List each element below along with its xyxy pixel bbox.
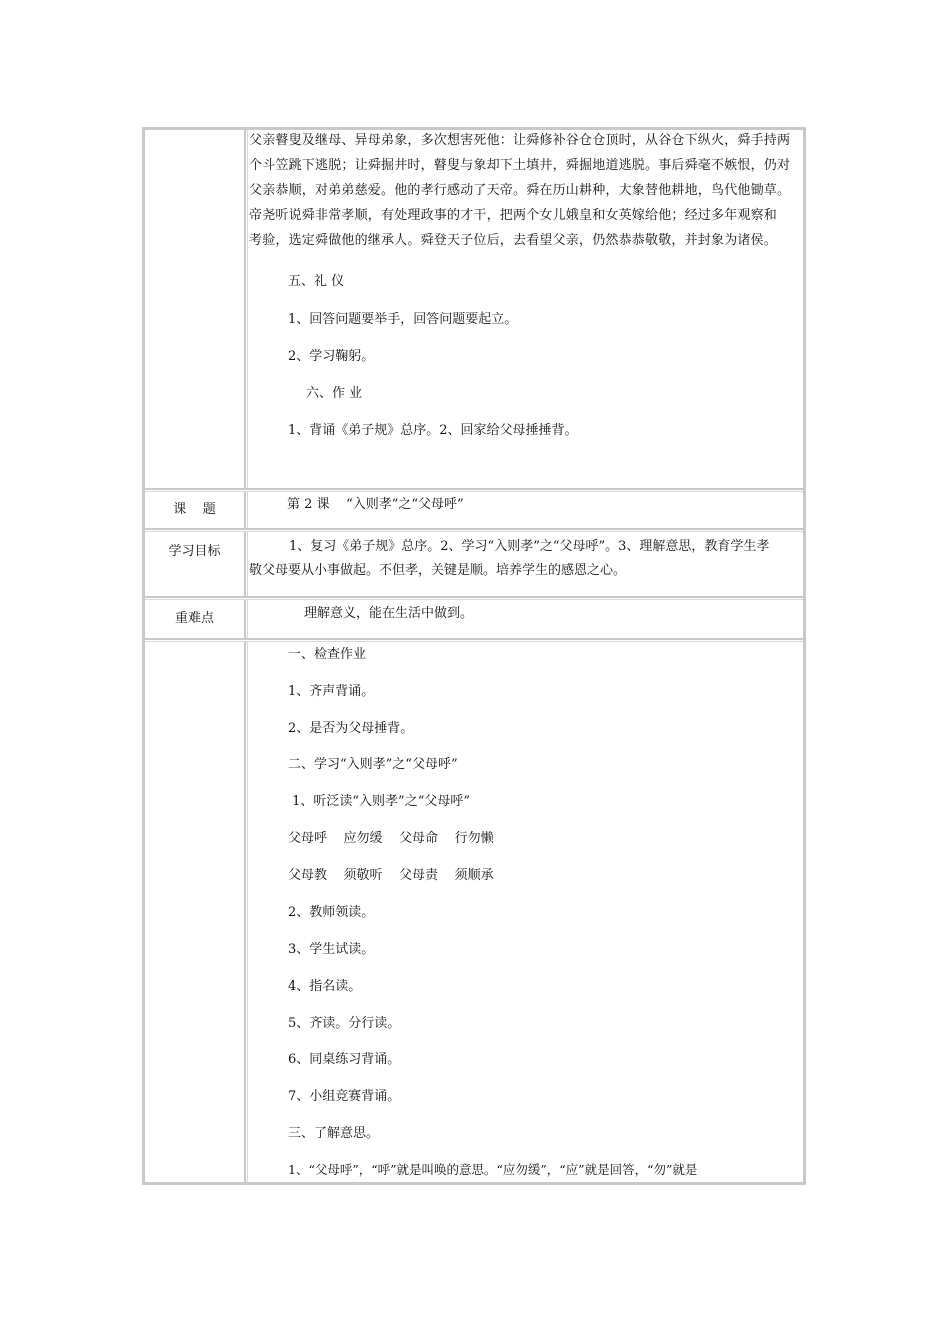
lesson-title-label: 课 题 [173,502,216,517]
process-line: 5、齐读。分行读。 [288,1016,401,1031]
story-row [145,130,803,488]
process-line: 2、教师领读。 [288,905,375,920]
section5-item1: 1、回答问题要举手，回答问题要起立。 [288,312,518,327]
verse-line: 父母呼 应勿缓 父母命 行勿懒 [288,831,494,846]
column-divider [244,600,248,638]
process-line: 二、学习“入则孝”之“父母呼” [288,757,458,772]
process-line: 6、同桌练习背诵。 [288,1052,401,1067]
section6-title: 六、作 业 [306,386,363,401]
process-line: 三、了解意思。 [288,1126,380,1141]
lesson-title-row [145,492,803,528]
process-line: 一、检查作业 [288,647,367,662]
lesson-title-value: 第 2 课 “入则孝”之“父母呼” [287,497,464,512]
story-line: 个斗笠跳下逃脱；让舜掘井时，瞽叟与象却下土填井，舜掘地道逃脱。事后舜毫不嫉恨，仍对 [249,158,791,173]
section6-item1: 1、背诵《弟子规》总序。2、回家给父母捶捶背。 [288,423,578,438]
process-line: 4、指名读。 [288,979,362,994]
learning-goals-label: 学习目标 [168,544,221,559]
key-points-label: 重难点 [174,611,214,626]
lesson-plan-table [142,127,806,1185]
story-paragraph [249,134,801,247]
story-line: 父亲瞽叟及继母、异母弟象，多次想害死他：让舜修补谷仓仓顶时，从谷仓下纵火，舜手持两 [249,133,791,148]
key-points-value: 理解意义，能在生活中做到。 [304,606,474,621]
story-line: 考验，选定舜做他的继承人。舜登天子位后，去看望父亲，仍然恭恭敬敬，并封象为诸侯。 [249,233,778,248]
process-line: 1、齐声背诵。 [288,684,375,699]
verse-line: 父母教 须敬听 父母责 须顺承 [288,868,494,883]
process-line: 1、“父母呼”，“呼”就是叫唤的意思。“应勿缓”，“应”就是回答，“勿”就是 [288,1162,698,1177]
process-line: 1、听泛读“入则孝”之“父母呼” [288,794,470,809]
column-divider [244,130,248,488]
learning-goals-row [145,532,803,596]
teaching-process-row [145,642,803,1182]
section5-title: 五、礼 仪 [288,274,345,289]
learning-goals-line2: 敬父母要从小事做起。不但孝，关键是顺。培养学生的感恩之心。 [249,563,627,578]
column-divider [244,492,248,528]
story-line: 父亲恭顺，对弟弟慈爱。他的孝行感动了天帝。舜在历山耕种，大象替他耕地，鸟代他锄草。 [249,183,791,198]
process-line: 7、小组竞赛背诵。 [288,1089,401,1104]
process-line: 2、是否为父母捶背。 [288,721,414,736]
learning-goals-line1: 1、复习《弟子规》总序。2、学习“入则孝”之“父母呼”。3、理解意思，教育学生孝 [289,539,770,554]
key-points-row [145,600,803,638]
column-divider [244,642,248,1182]
section5-item2: 2、学习鞠躬。 [288,349,375,364]
story-line: 帝尧听说舜非常孝顺，有处理政事的才干，把两个女儿娥皇和女英嫁给他；经过多年观察和 [249,208,778,223]
column-divider [244,532,248,596]
process-line: 3、学生试读。 [288,942,375,957]
story-content [249,133,801,438]
